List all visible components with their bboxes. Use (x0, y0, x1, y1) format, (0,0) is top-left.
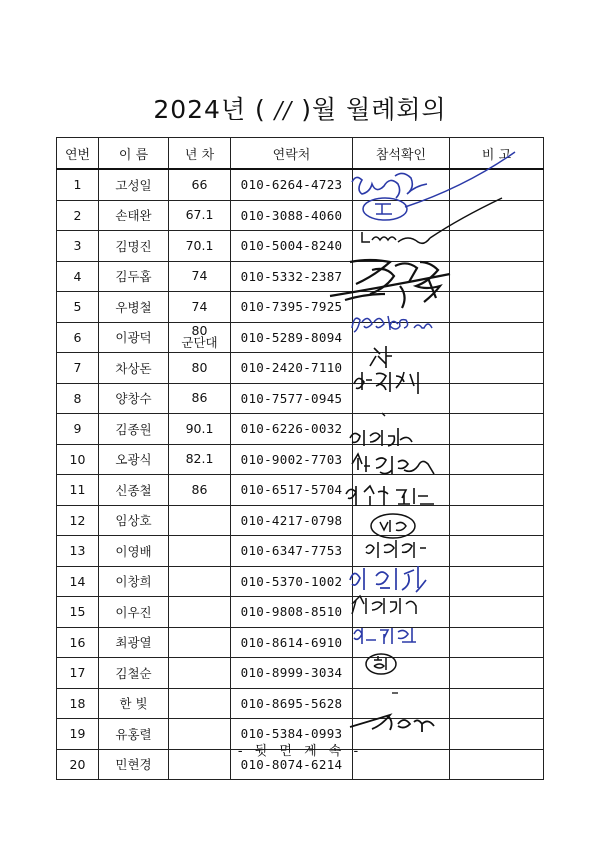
table-row (57, 353, 544, 384)
member-phone: 010-8074-6214 (231, 749, 353, 780)
member-name: 이창희 (99, 566, 169, 597)
member-year: 80 군단대 (169, 322, 231, 353)
header-contact: 연락처 (231, 138, 353, 170)
member-year (169, 566, 231, 597)
table-row (57, 566, 544, 597)
table-header-row (57, 138, 544, 170)
member-year: 82.1 (169, 444, 231, 475)
attendance-signature-cell (353, 658, 450, 689)
member-name: 신종철 (99, 475, 169, 506)
remarks-cell (450, 536, 544, 567)
member-year: 86 (169, 475, 231, 506)
member-year (169, 597, 231, 628)
member-phone: 010-6264-4723 (231, 169, 353, 200)
attendance-signature-cell (353, 536, 450, 567)
table-row (57, 475, 544, 506)
table-row (57, 231, 544, 262)
remarks-cell (450, 688, 544, 719)
remarks-cell (450, 261, 544, 292)
row-number: 15 (57, 597, 99, 628)
member-name: 차상돈 (99, 353, 169, 384)
member-year: 86 (169, 383, 231, 414)
member-phone: 010-3088-4060 (231, 200, 353, 231)
row-number: 16 (57, 627, 99, 658)
remarks-cell (450, 475, 544, 506)
member-phone: 010-8614-6910 (231, 627, 353, 658)
member-name: 임상호 (99, 505, 169, 536)
table-row (57, 627, 544, 658)
remarks-cell (450, 505, 544, 536)
member-year (169, 627, 231, 658)
member-year: 66 (169, 169, 231, 200)
attendance-signature-cell (353, 444, 450, 475)
attendance-signature-cell (353, 169, 450, 200)
member-phone: 010-7577-0945 (231, 383, 353, 414)
row-number: 13 (57, 536, 99, 567)
member-year: 70.1 (169, 231, 231, 262)
member-phone: 010-5332-2387 (231, 261, 353, 292)
row-number: 12 (57, 505, 99, 536)
attendance-signature-cell (353, 414, 450, 445)
member-phone: 010-5384-0993 (231, 719, 353, 750)
table-row (57, 688, 544, 719)
member-name: 민현경 (99, 749, 169, 780)
attendance-signature-cell (353, 292, 450, 323)
row-number: 2 (57, 200, 99, 231)
member-phone: 010-5004-8240 (231, 231, 353, 262)
member-phone: 010-9002-7703 (231, 444, 353, 475)
table-row (57, 322, 544, 353)
member-year: 74 (169, 261, 231, 292)
title-month-handwritten: // (274, 98, 293, 124)
row-number: 4 (57, 261, 99, 292)
title-suffix: )월 월례회의 (301, 95, 447, 124)
member-phone: 010-4217-0798 (231, 505, 353, 536)
row-number: 14 (57, 566, 99, 597)
member-phone: 010-8999-3034 (231, 658, 353, 689)
member-name: 이영배 (99, 536, 169, 567)
member-year: 74 (169, 292, 231, 323)
member-phone: 010-6347-7753 (231, 536, 353, 567)
member-phone: 010-5370-1002 (231, 566, 353, 597)
member-phone: 010-6226-0032 (231, 414, 353, 445)
member-phone: 010-9808-8510 (231, 597, 353, 628)
attendance-signature-cell (353, 688, 450, 719)
member-name: 최광열 (99, 627, 169, 658)
table-row (57, 536, 544, 567)
member-name: 김두홉 (99, 261, 169, 292)
row-number: 3 (57, 231, 99, 262)
member-year (169, 688, 231, 719)
member-phone: 010-7395-7925 (231, 292, 353, 323)
remarks-cell (450, 414, 544, 445)
attendance-signature-cell (353, 475, 450, 506)
table-row (57, 261, 544, 292)
row-number: 8 (57, 383, 99, 414)
remarks-cell (450, 200, 544, 231)
member-phone: 010-5289-8094 (231, 322, 353, 353)
header-attendance: 참석확인 (353, 138, 450, 170)
attendance-signature-cell (353, 353, 450, 384)
table-row (57, 597, 544, 628)
table-row (57, 414, 544, 445)
table-row (57, 169, 544, 200)
table-row (57, 200, 544, 231)
attendance-signature-cell (353, 627, 450, 658)
member-year (169, 505, 231, 536)
member-name: 한 빛 (99, 688, 169, 719)
attendance-signature-cell (353, 597, 450, 628)
member-name: 김종원 (99, 414, 169, 445)
member-year (169, 658, 231, 689)
member-name: 김철순 (99, 658, 169, 689)
continued-on-back-footer: - 뒷 면 계 속 - (237, 744, 363, 759)
member-name: 김명진 (99, 231, 169, 262)
row-number: 19 (57, 719, 99, 750)
table-row (57, 383, 544, 414)
attendance-signature-cell (353, 322, 450, 353)
remarks-cell (450, 597, 544, 628)
remarks-cell (450, 383, 544, 414)
remarks-cell (450, 353, 544, 384)
attendance-table (56, 137, 544, 780)
remarks-cell (450, 322, 544, 353)
table-row (57, 658, 544, 689)
attendance-signature-cell (353, 566, 450, 597)
attendance-signature-cell (353, 505, 450, 536)
row-number: 11 (57, 475, 99, 506)
remarks-cell (450, 444, 544, 475)
remarks-cell (450, 566, 544, 597)
member-name: 우병철 (99, 292, 169, 323)
member-name: 양창수 (99, 383, 169, 414)
table-body (57, 169, 544, 780)
table-row (57, 505, 544, 536)
member-phone: 010-8695-5628 (231, 688, 353, 719)
member-name: 유홍렬 (99, 719, 169, 750)
row-number: 9 (57, 414, 99, 445)
row-number: 6 (57, 322, 99, 353)
row-number: 7 (57, 353, 99, 384)
page-title (0, 90, 600, 126)
member-year: 67.1 (169, 200, 231, 231)
table-row (57, 292, 544, 323)
table-row (57, 444, 544, 475)
header-remarks: 비 고 (450, 138, 544, 170)
remarks-cell (450, 292, 544, 323)
attendance-signature-cell (353, 231, 450, 262)
header-name: 이 름 (99, 138, 169, 170)
member-name: 오광식 (99, 444, 169, 475)
attendance-signature-cell (353, 261, 450, 292)
member-year: 80 (169, 353, 231, 384)
header-year: 년 차 (169, 138, 231, 170)
row-number: 20 (57, 749, 99, 780)
member-name: 고성일 (99, 169, 169, 200)
row-number: 10 (57, 444, 99, 475)
row-number: 17 (57, 658, 99, 689)
row-number: 18 (57, 688, 99, 719)
row-number: 5 (57, 292, 99, 323)
member-name: 이우진 (99, 597, 169, 628)
member-year (169, 536, 231, 567)
member-phone: 010-2420-7110 (231, 353, 353, 384)
remarks-cell (450, 231, 544, 262)
member-phone: 010-6517-5704 (231, 475, 353, 506)
attendance-signature-cell (353, 383, 450, 414)
header-number: 연번 (57, 138, 99, 170)
remarks-cell (450, 658, 544, 689)
remarks-cell (450, 627, 544, 658)
member-name: 이광덕 (99, 322, 169, 353)
remarks-cell (450, 169, 544, 200)
attendance-signature-cell (353, 200, 450, 231)
member-name: 손태완 (99, 200, 169, 231)
title-prefix: 2024년 ( (153, 95, 266, 124)
member-year: 90.1 (169, 414, 231, 445)
row-number: 1 (57, 169, 99, 200)
